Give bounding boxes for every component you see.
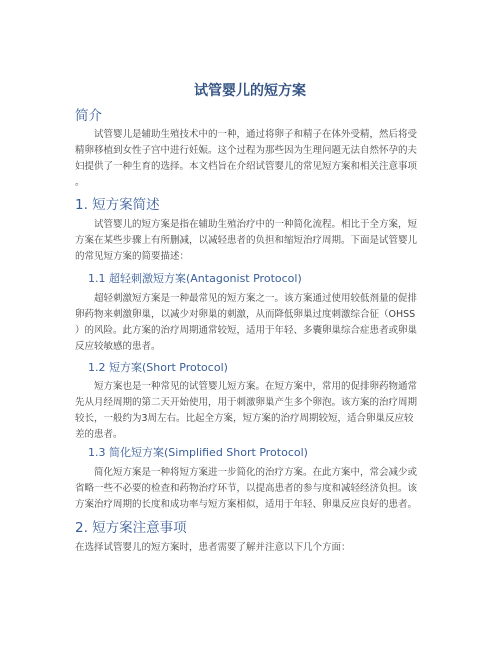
subsection-1-1-paragraph [75, 291, 430, 355]
section1-heading: 1. 短方案简述 [75, 197, 160, 213]
subsection-line: 反应较敏感的患者。 [75, 341, 161, 352]
section1-line: 方案在某些步骤上有所删减，以减轻患者的负担和缩短治疗周期。下面是试管婴儿 [75, 235, 418, 246]
subsection-line: 短方案也是一种常见的试管婴儿短方案。在短方案中，常用的促排卵药物通常 [94, 381, 418, 392]
section2-paragraph [75, 540, 430, 556]
section1-line: 试管婴儿的短方案是指在辅助生殖治疗中的一种简化流程。相比于全方案，短 [94, 219, 418, 230]
document-title: 试管婴儿的短方案 [194, 83, 306, 99]
intro-heading: 简介 [75, 108, 102, 124]
section1-paragraph [75, 217, 430, 265]
subsection-line: 超轻刺激短方案是一种最常见的短方案之一。该方案通过使用较低剂量的促排 [94, 293, 418, 304]
subsection-line: 差的患者。 [75, 429, 123, 440]
intro-line: 精卵移植到女性子宫中进行妊娠。这个过程为那些因为生理问题无法自然怀孕的夫 [75, 145, 418, 156]
subsection-line: 先从月经周期的第二天开始使用，用于刺激卵巢产生多个卵泡。该方案的治疗周期 [75, 397, 418, 408]
subsection-1-3-heading: 1.3 简化短方案(Simplified Short Protocol) [88, 446, 308, 459]
section1-line: 的常见短方案的简要描述： [75, 251, 190, 262]
subsection-1-2-paragraph [75, 379, 430, 443]
subsection-line: ）的风险。此方案的治疗周期通常较短，适用于年轻、多囊卵巢综合症患者或卵巢 [75, 325, 418, 336]
subsection-line: 较长，一般约为3周左右。比起全方案，短方案的治疗周期较短，适合卵巢反应较 [75, 413, 414, 424]
subsection-1-1-heading: 1.1 超轻刺激短方案(Antagonist Protocol) [88, 272, 302, 285]
intro-line: 。 [75, 177, 85, 188]
intro-paragraph [75, 127, 430, 191]
subsection-line: 方案治疗周期的长度和成功率与短方案相似，适用于年轻、卵巢反应良好的患者。 [75, 499, 418, 510]
subsection-line: 卵药物来刺激卵巢，以减少对卵巢的刺激，从而降低卵巢过度刺激综合征（OHSS [75, 309, 416, 320]
subsection-1-2-heading: 1.2 短方案(Short Protocol) [88, 361, 228, 374]
intro-line: 试管婴儿是辅助生殖技术中的一种，通过将卵子和精子在体外受精，然后将受 [94, 129, 418, 140]
subsection-1-3-paragraph [75, 465, 430, 513]
subsection-line: 省略一些不必要的检查和药物治疗环节，以提高患者的参与度和减轻经济负担。该 [75, 483, 418, 494]
subsection-line: 简化短方案是一种将短方案进一步简化的治疗方案。在此方案中，常会减少或 [94, 467, 418, 478]
section2-heading: 2. 短方案注意事项 [75, 520, 187, 536]
section2-line: 在选择试管婴儿的短方案时，患者需要了解并注意以下几个方面： [75, 542, 351, 553]
intro-line: 妇提供了一种生育的选择。本文档旨在介绍试管婴儿的常见短方案和相关注意事项 [75, 161, 418, 172]
